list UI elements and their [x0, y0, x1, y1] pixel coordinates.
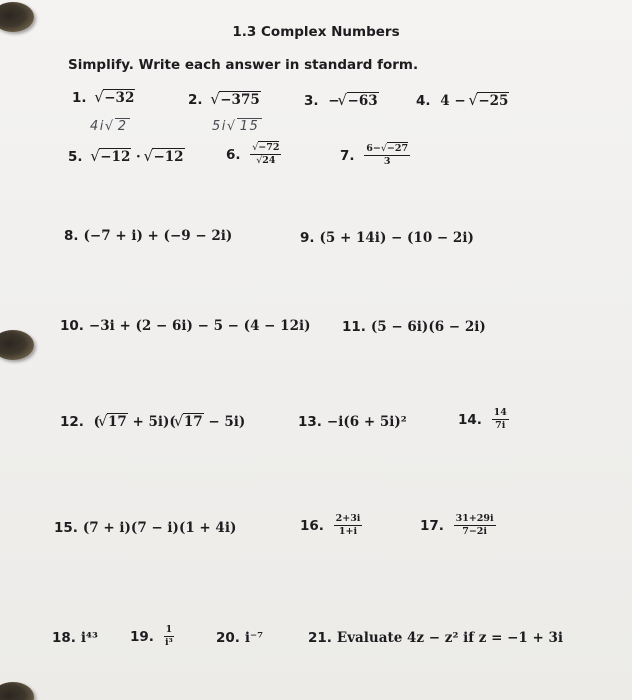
problem-3: 3. −√ −63 — [304, 93, 379, 109]
problem-10: 10. −3i + (2 − 6i) − 5 − (4 − 12i) — [60, 318, 311, 334]
worksheet-title: 1.3 Complex Numbers — [232, 24, 400, 40]
instructions: Simplify. Write each answer in standard form. — [68, 57, 419, 73]
problem-5: 5. √ −12 · √ −12 — [68, 149, 185, 165]
problem-12: 12. (√ 17 + 5i)(√ 17 − 5i) — [60, 414, 245, 430]
handwritten-answer-1: 4i√ 2 — [90, 118, 130, 134]
problem-15: 15. (7 + i)(7 − i)(1 + 4i) — [54, 520, 237, 536]
problem-6: 6. $\frac{√-72}{√24}$ — [226, 142, 280, 167]
problem-14: 14. $\frac{14}{7i}$ — [458, 407, 507, 432]
binder-hole — [0, 330, 34, 360]
problem-16: 16. $\frac{2+3i}{1+i}$ — [300, 513, 361, 538]
problem-8: 8. (−7 + i) + (−9 − 2i) — [64, 228, 233, 244]
problem-9: 9. (5 + 14i) − (10 − 2i) — [300, 230, 474, 246]
problem-17: 17. $\frac{31+29i}{7-2i}$ — [420, 513, 494, 538]
handwritten-answer-2: 5i√ 15 — [212, 118, 262, 134]
problem-19: 19. $\frac{1}{\text{i³}}$ — [130, 624, 173, 649]
problem-18: 18. i⁴³ — [52, 630, 98, 646]
problem-1: 1. √ −32 — [72, 90, 135, 106]
problem-2: 2. √ −375 — [188, 92, 261, 108]
problem-21: 21. Evaluate 4z − z² if z = −1 + 3i — [308, 630, 564, 646]
problem-20: 20. i⁻⁷ — [216, 630, 264, 646]
problem-7: 7. $\frac{6-√-27}{3}$ — [340, 143, 409, 168]
problem-13: 13. −i(6 + 5i)² — [298, 414, 407, 430]
problem-11: 11. (5 − 6i)(6 − 2i) — [342, 319, 486, 335]
problem-4: 4. 4 − √ −25 — [416, 93, 509, 109]
binder-hole — [0, 682, 34, 700]
